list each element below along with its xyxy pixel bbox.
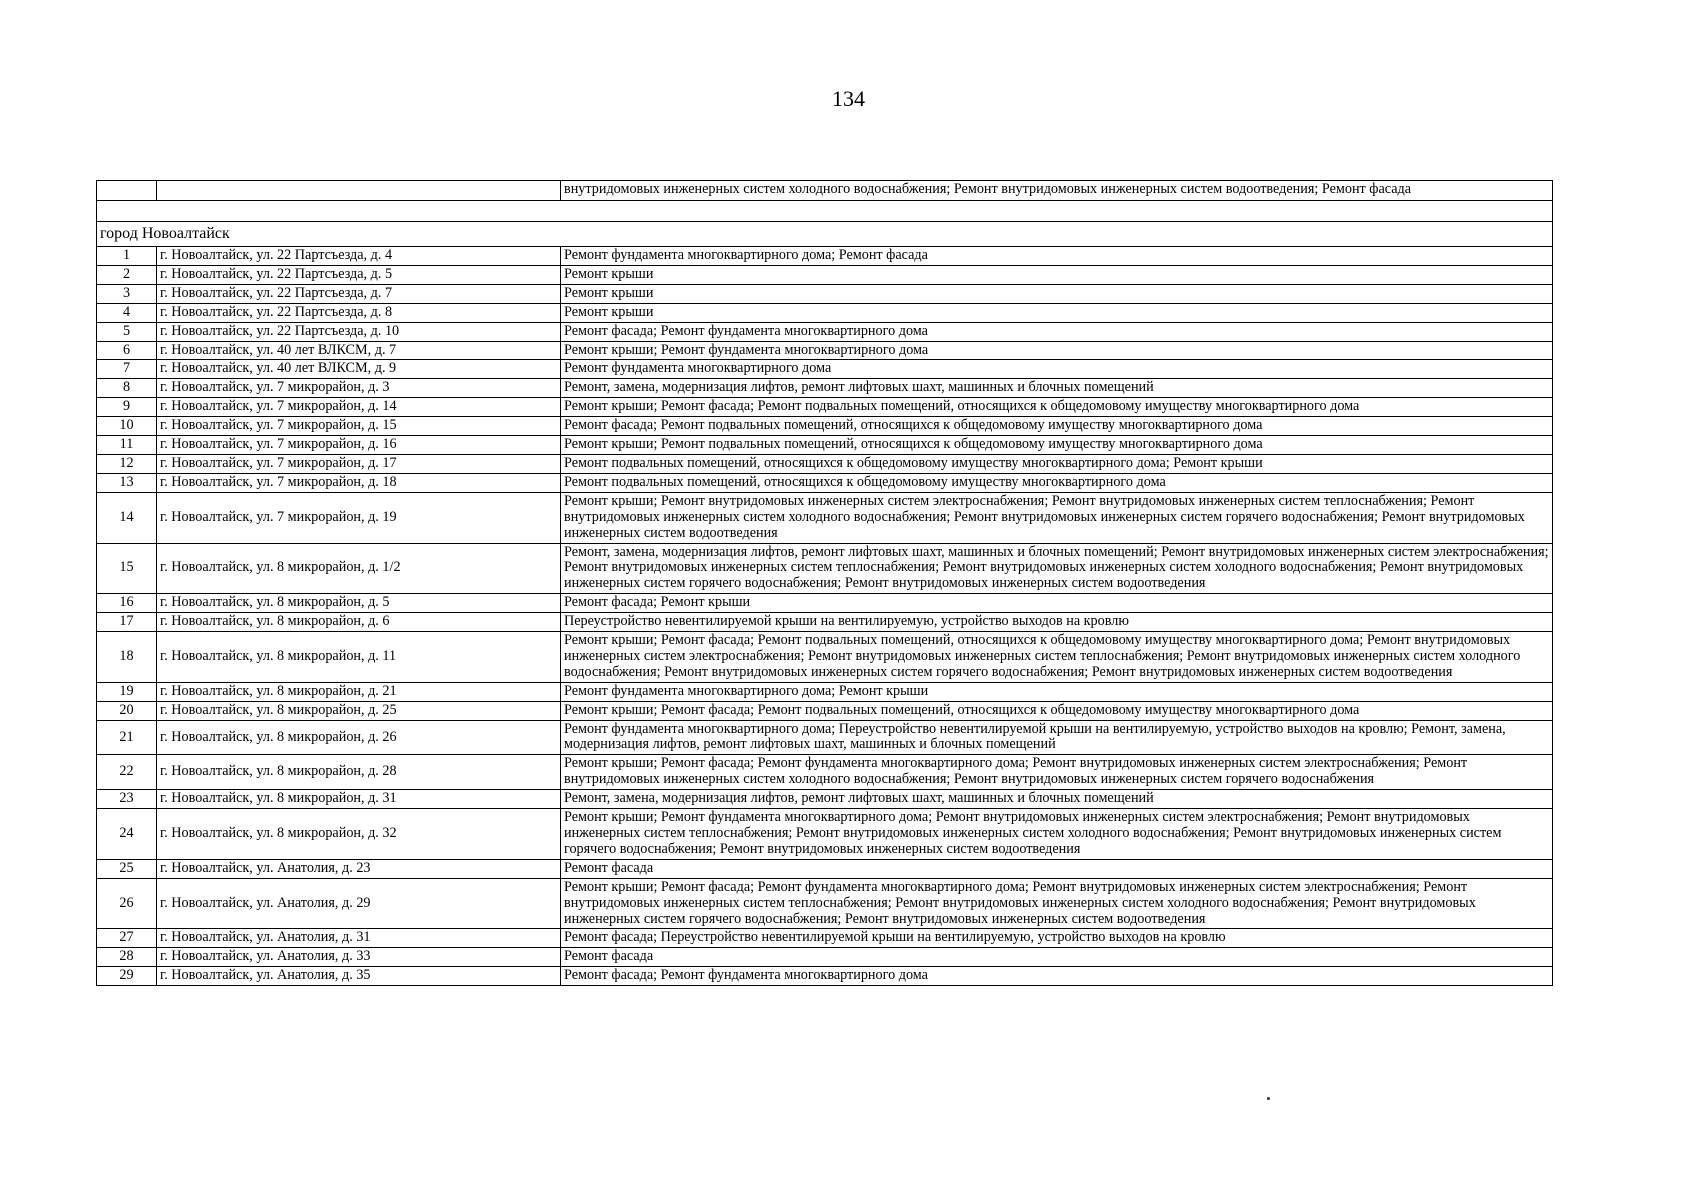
row-number: 15 bbox=[97, 543, 157, 594]
row-works: Ремонт крыши; Ремонт фасада; Ремонт подвальных помещений, относящихся к общедомовому имуществу многоквартирного дома bbox=[561, 701, 1553, 720]
row-works: Ремонт крыши; Ремонт фасада; Ремонт подвальных помещений, относящихся к общедомовому имуществу многоквартирного дома; Ремонт внутридомовых инженерных систем электроснабжения; Ремонт внутридомовых инженерных систем теплоснабжения; Ремонт внутридомовых инженерных систем холодного водоснабжения; Ремонт внутридомовых инженерных систем горячего водоснабжения; Ремонт внутридомовых инженерных систем водоотведения bbox=[561, 632, 1553, 683]
row-works: Ремонт фасада; Ремонт фундамента многоквартирного дома bbox=[561, 322, 1553, 341]
row-address: г. Новоалтайск, ул. 8 микрорайон, д. 26 bbox=[157, 720, 561, 755]
table-row bbox=[97, 492, 1553, 543]
row-number: 6 bbox=[97, 341, 157, 360]
row-address: г. Новоалтайск, ул. Анатолия, д. 29 bbox=[157, 878, 561, 929]
row-works: Ремонт крыши; Ремонт фасада; Ремонт фундамента многоквартирного дома; Ремонт внутридомовых инженерных систем электроснабжения; Ремонт внутридомовых инженерных систем теплоснабжения; Ремонт внутридомовых инженерных систем холодного водоснабжения; Ремонт внутридомовых инженерных систем горячего водоснабжения; Ремонт внутридомовых инженерных систем водоотведения bbox=[561, 878, 1553, 929]
row-address: г. Новоалтайск, ул. 7 микрорайон, д. 19 bbox=[157, 492, 561, 543]
row-number: 29 bbox=[97, 967, 157, 986]
row-works: Переустройство невентилируемой крыши на вентилируемую, устройство выходов на кровлю bbox=[561, 613, 1553, 632]
table-row bbox=[97, 543, 1553, 594]
row-number: 25 bbox=[97, 859, 157, 878]
table-row bbox=[97, 929, 1553, 948]
table-row bbox=[97, 379, 1553, 398]
row-number: 5 bbox=[97, 322, 157, 341]
row-number: 19 bbox=[97, 682, 157, 701]
row-address: г. Новоалтайск, ул. Анатолия, д. 23 bbox=[157, 859, 561, 878]
row-works: Ремонт, замена, модернизация лифтов, ремонт лифтовых шахт, машинных и блочных помещений bbox=[561, 790, 1553, 809]
row-works: Ремонт крыши bbox=[561, 303, 1553, 322]
row-works: Ремонт фасада; Переустройство невентилируемой крыши на вентилируемую, устройство выходов на кровлю bbox=[561, 929, 1553, 948]
row-number: 22 bbox=[97, 755, 157, 790]
table-row bbox=[97, 398, 1553, 417]
row-address: г. Новоалтайск, ул. Анатолия, д. 35 bbox=[157, 967, 561, 986]
table-row bbox=[97, 701, 1553, 720]
page-number: 134 bbox=[832, 86, 865, 111]
row-number: 10 bbox=[97, 417, 157, 436]
table-row bbox=[97, 720, 1553, 755]
row-number: 11 bbox=[97, 436, 157, 455]
row-works: Ремонт крыши; Ремонт подвальных помещений, относящихся к общедомовому имуществу многоквартирного дома bbox=[561, 436, 1553, 455]
row-works: Ремонт фундамента многоквартирного дома; Ремонт крыши bbox=[561, 682, 1553, 701]
scan-speck bbox=[1267, 1097, 1270, 1100]
continuation-works-cell: внутридомовых инженерных систем холодного водоснабжения; Ремонт внутридомовых инженерных систем водоотведения; Ремонт фасада bbox=[561, 181, 1553, 201]
row-works: Ремонт крыши; Ремонт фасада; Ремонт фундамента многоквартирного дома; Ремонт внутридомовых инженерных систем электроснабжения; Ремонт внутридомовых инженерных систем холодного водоснабжения; Ремонт внутридомовых инженерных систем горячего водоснабжения bbox=[561, 755, 1553, 790]
row-number: 21 bbox=[97, 720, 157, 755]
row-number: 27 bbox=[97, 929, 157, 948]
row-works: Ремонт крыши bbox=[561, 284, 1553, 303]
table-row bbox=[97, 632, 1553, 683]
continuation-row bbox=[97, 181, 1553, 201]
table-row bbox=[97, 755, 1553, 790]
table-row bbox=[97, 436, 1553, 455]
row-works: Ремонт, замена, модернизация лифтов, ремонт лифтовых шахт, машинных и блочных помещений; Ремонт внутридомовых инженерных систем электроснабжения; Ремонт внутридомовых инженерных систем теплоснабжения; Ремонт внутридомовых инженерных систем холодного водоснабжения; Ремонт внутридомовых инженерных систем горячего водоснабжения; Ремонт внутридомовых инженерных систем водоотведения bbox=[561, 543, 1553, 594]
row-address: г. Новоалтайск, ул. 40 лет ВЛКСМ, д. 7 bbox=[157, 341, 561, 360]
table-row bbox=[97, 360, 1553, 379]
table-row bbox=[97, 967, 1553, 986]
table-row bbox=[97, 417, 1553, 436]
row-number: 17 bbox=[97, 613, 157, 632]
table-row bbox=[97, 613, 1553, 632]
row-address: г. Новоалтайск, ул. 7 микрорайон, д. 14 bbox=[157, 398, 561, 417]
row-address: г. Новоалтайск, ул. 7 микрорайон, д. 18 bbox=[157, 473, 561, 492]
section-header-row bbox=[97, 222, 1553, 247]
row-number: 28 bbox=[97, 948, 157, 967]
row-works: Ремонт крыши bbox=[561, 265, 1553, 284]
row-works: Ремонт фундамента многоквартирного дома; Ремонт фасада bbox=[561, 247, 1553, 266]
table-row bbox=[97, 473, 1553, 492]
row-works: Ремонт фундамента многоквартирного дома bbox=[561, 360, 1553, 379]
row-number: 12 bbox=[97, 454, 157, 473]
table-row bbox=[97, 265, 1553, 284]
row-works: Ремонт, замена, модернизация лифтов, ремонт лифтовых шахт, машинных и блочных помещений bbox=[561, 379, 1553, 398]
row-number: 8 bbox=[97, 379, 157, 398]
row-works: Ремонт фундамента многоквартирного дома; Переустройство невентилируемой крыши на вентилируемую, устройство выходов на кровлю; Ремонт, замена, модернизация лифтов, ремонт лифтовых шахт, машинных и блочных помещений bbox=[561, 720, 1553, 755]
row-address: г. Новоалтайск, ул. 22 Партсъезда, д. 10 bbox=[157, 322, 561, 341]
row-works: Ремонт крыши; Ремонт фундамента многоквартирного дома bbox=[561, 341, 1553, 360]
row-address: г. Новоалтайск, ул. 22 Партсъезда, д. 4 bbox=[157, 247, 561, 266]
continuation-num-cell bbox=[97, 181, 157, 201]
table-row bbox=[97, 322, 1553, 341]
row-number: 20 bbox=[97, 701, 157, 720]
row-address: г. Новоалтайск, ул. 8 микрорайон, д. 5 bbox=[157, 594, 561, 613]
row-works: Ремонт крыши; Ремонт фасада; Ремонт подвальных помещений, относящихся к общедомовому имуществу многоквартирного дома bbox=[561, 398, 1553, 417]
row-address: г. Новоалтайск, ул. 8 микрорайон, д. 25 bbox=[157, 701, 561, 720]
table-row bbox=[97, 284, 1553, 303]
row-number: 16 bbox=[97, 594, 157, 613]
row-address: г. Новоалтайск, ул. Анатолия, д. 33 bbox=[157, 948, 561, 967]
row-works: Ремонт крыши; Ремонт внутридомовых инженерных систем электроснабжения; Ремонт внутридомовых инженерных систем теплоснабжения; Ремонт внутридомовых инженерных систем холодного водоснабжения; Ремонт внутридомовых инженерных систем горячего водоснабжения; Ремонт внутридомовых инженерных систем водоотведения bbox=[561, 492, 1553, 543]
row-number: 24 bbox=[97, 809, 157, 860]
row-number: 1 bbox=[97, 247, 157, 266]
row-address: г. Новоалтайск, ул. 22 Партсъезда, д. 8 bbox=[157, 303, 561, 322]
table-row bbox=[97, 682, 1553, 701]
row-address: г. Новоалтайск, ул. 7 микрорайон, д. 17 bbox=[157, 454, 561, 473]
row-number: 3 bbox=[97, 284, 157, 303]
table-row bbox=[97, 809, 1553, 860]
row-address: г. Новоалтайск, ул. 8 микрорайон, д. 28 bbox=[157, 755, 561, 790]
row-works: Ремонт фасада bbox=[561, 948, 1553, 967]
row-address: г. Новоалтайск, ул. Анатолия, д. 31 bbox=[157, 929, 561, 948]
table-row bbox=[97, 790, 1553, 809]
row-number: 13 bbox=[97, 473, 157, 492]
row-works: Ремонт крыши; Ремонт фундамента многоквартирного дома; Ремонт внутридомовых инженерных систем электроснабжения; Ремонт внутридомовых инженерных систем теплоснабжения; Ремонт внутридомовых инженерных систем холодного водоснабжения; Ремонт внутридомовых инженерных систем горячего водоснабжения; Ремонт внутридомовых инженерных систем водоотведения bbox=[561, 809, 1553, 860]
table-row bbox=[97, 454, 1553, 473]
row-works: Ремонт фасада; Ремонт фундамента многоквартирного дома bbox=[561, 967, 1553, 986]
row-address: г. Новоалтайск, ул. 7 микрорайон, д. 3 bbox=[157, 379, 561, 398]
row-number: 7 bbox=[97, 360, 157, 379]
row-address: г. Новоалтайск, ул. 8 микрорайон, д. 11 bbox=[157, 632, 561, 683]
row-address: г. Новоалтайск, ул. 7 микрорайон, д. 15 bbox=[157, 417, 561, 436]
row-number: 18 bbox=[97, 632, 157, 683]
row-number: 14 bbox=[97, 492, 157, 543]
table-row bbox=[97, 594, 1553, 613]
row-address: г. Новоалтайск, ул. 22 Партсъезда, д. 5 bbox=[157, 265, 561, 284]
row-address: г. Новоалтайск, ул. 22 Партсъезда, д. 7 bbox=[157, 284, 561, 303]
works-table bbox=[96, 180, 1553, 986]
row-number: 2 bbox=[97, 265, 157, 284]
row-address: г. Новоалтайск, ул. 8 микрорайон, д. 6 bbox=[157, 613, 561, 632]
row-number: 4 bbox=[97, 303, 157, 322]
row-address: г. Новоалтайск, ул. 40 лет ВЛКСМ, д. 9 bbox=[157, 360, 561, 379]
row-number: 9 bbox=[97, 398, 157, 417]
row-address: г. Новоалтайск, ул. 8 микрорайон, д. 31 bbox=[157, 790, 561, 809]
spacer-row bbox=[97, 201, 1553, 222]
table-row bbox=[97, 859, 1553, 878]
table-row bbox=[97, 247, 1553, 266]
row-works: Ремонт фасада; Ремонт крыши bbox=[561, 594, 1553, 613]
row-address: г. Новоалтайск, ул. 8 микрорайон, д. 21 bbox=[157, 682, 561, 701]
continuation-address-cell bbox=[157, 181, 561, 201]
row-address: г. Новоалтайск, ул. 8 микрорайон, д. 1/2 bbox=[157, 543, 561, 594]
spacer-cell bbox=[97, 201, 1553, 222]
row-number: 26 bbox=[97, 878, 157, 929]
row-number: 23 bbox=[97, 790, 157, 809]
table-row bbox=[97, 341, 1553, 360]
row-works: Ремонт подвальных помещений, относящихся к общедомовому имуществу многоквартирного дома bbox=[561, 473, 1553, 492]
row-works: Ремонт подвальных помещений, относящихся к общедомовому имуществу многоквартирного дома; Ремонт крыши bbox=[561, 454, 1553, 473]
row-works: Ремонт фасада bbox=[561, 859, 1553, 878]
table-row bbox=[97, 303, 1553, 322]
table-row bbox=[97, 948, 1553, 967]
row-address: г. Новоалтайск, ул. 7 микрорайон, д. 16 bbox=[157, 436, 561, 455]
row-address: г. Новоалтайск, ул. 8 микрорайон, д. 32 bbox=[157, 809, 561, 860]
row-works: Ремонт фасада; Ремонт подвальных помещений, относящихся к общедомовому имуществу многоквартирного дома bbox=[561, 417, 1553, 436]
section-title: город Новоалтайск bbox=[97, 222, 1553, 247]
table-row bbox=[97, 878, 1553, 929]
